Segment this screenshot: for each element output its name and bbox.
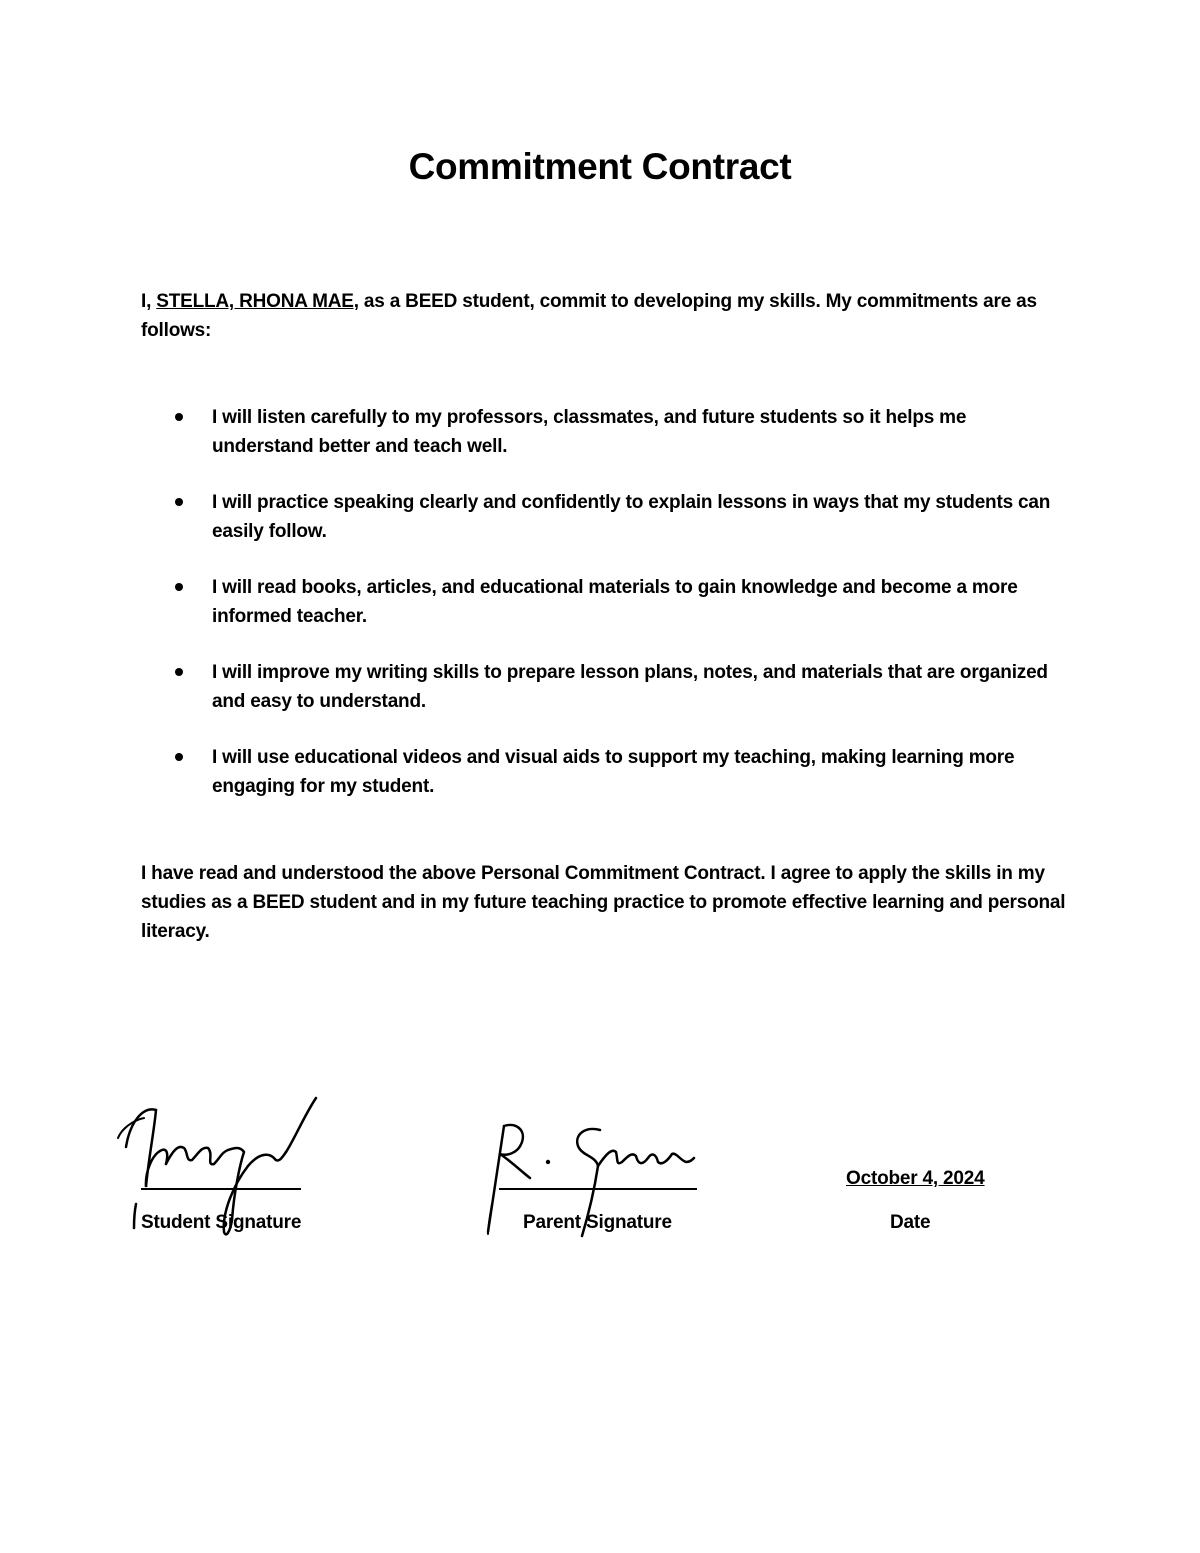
signed-date: October 4, 2024 [846,1168,985,1189]
intro-paragraph [141,287,1071,345]
commitment-item [141,658,1071,716]
intro-suffix: as a BEED student, commit to developing my skills. My commitments are as follows: [141,291,1037,341]
commitment-item [141,403,1071,461]
bullet-icon [175,413,183,421]
student-signature-label: Student Signature [141,1212,302,1233]
commitment-text: I will read books, articles, and educational materials to gain knowledge and become a more informed teacher. [212,577,1018,627]
commitment-item [141,743,1071,801]
commitment-text: I will practice speaking clearly and confidently to explain lessons in ways that my students can easily follow. [212,492,1051,542]
document-title: Commitment Contract [408,146,792,187]
bullet-icon [175,583,183,591]
parent-signature-label: Parent Signature [523,1212,672,1233]
commitment-item [141,488,1071,546]
student-name: STELLA, RHONA MAE, [156,291,359,312]
bullet-icon [175,498,183,506]
intro-prefix: I, [141,291,157,312]
commitment-text: I will listen carefully to my professors, classmates, and future students so it helps me understand better and teach well. [212,407,967,457]
commitment-text: I will use educational videos and visual aids to support my teaching, making learning more engaging for my student. [212,747,1015,797]
commitment-item [141,573,1071,631]
commitment-list [141,403,1071,828]
commitment-text: I will improve my writing skills to prepare lesson plans, notes, and materials that are organized and easy to understand. [212,662,1048,712]
date-label: Date [890,1212,931,1233]
parent-signature-line [499,1188,697,1190]
student-signature-line [141,1188,301,1190]
closing-paragraph: I have read and understood the above Personal Commitment Contract. I agree to apply the skills in my studies as a BEED student and in my future teaching practice to promote effective learning and personal literacy. [141,863,1066,942]
bullet-icon [175,668,183,676]
bullet-icon [175,753,183,761]
